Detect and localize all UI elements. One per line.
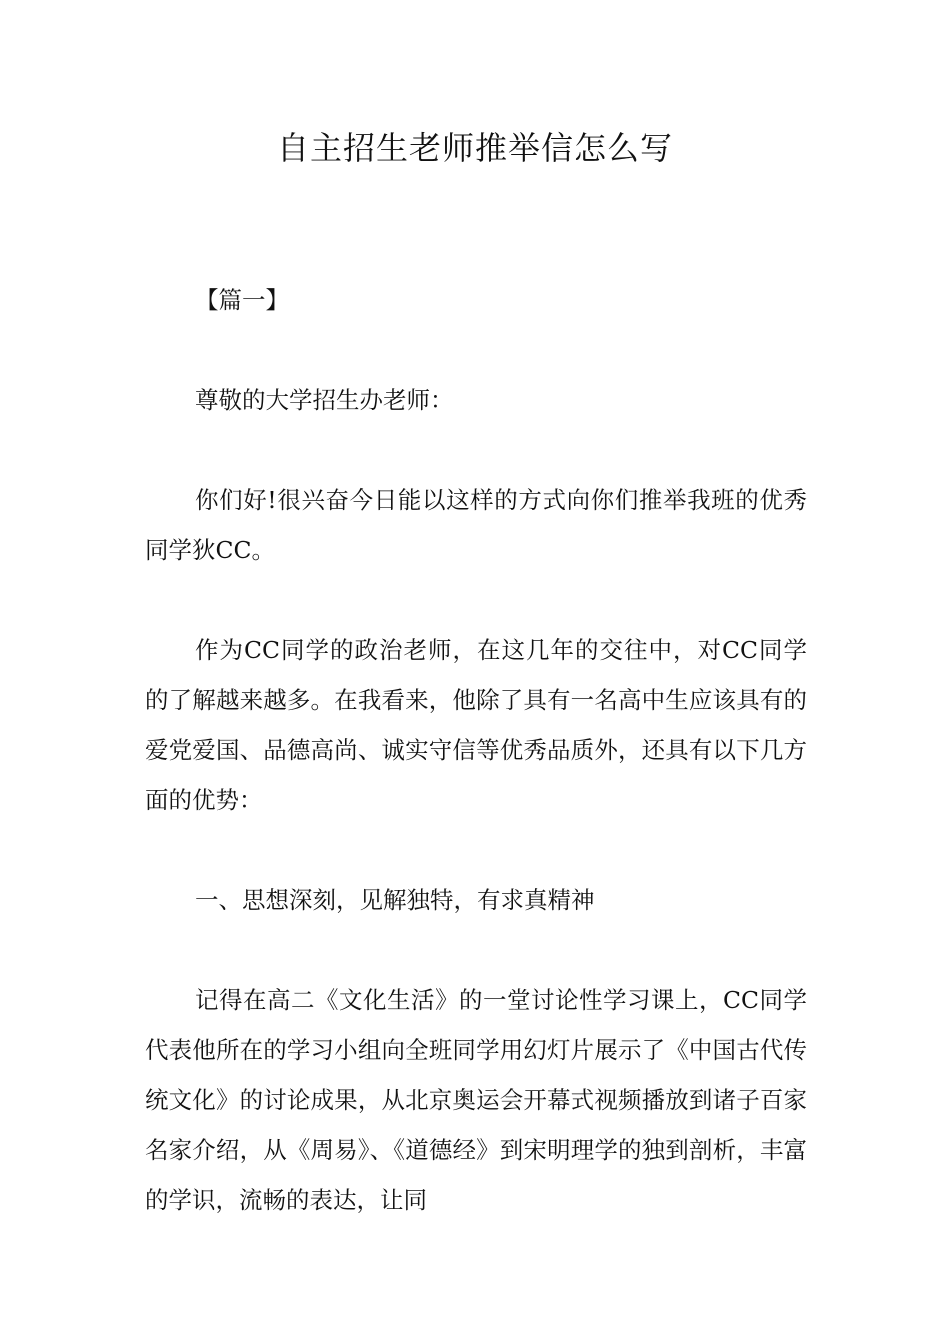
paragraph-spacer <box>145 825 807 875</box>
paragraph: 作为CC同学的政治老师，在这几年的交往中，对CC同学的了解越来越多。在我看来，他除了具有一名高中生应该具有的爱党爱国、品德高尚、诚实守信等优秀品质外，还具有以下几方面的优势： <box>145 636 807 814</box>
document-title: 自主招生老师推举信怎么写 <box>276 129 673 167</box>
paragraph: 记得在高二《文化生活》的一堂讨论性学习课上，CC同学代表他所在的学习小组向全班同学用幻灯片展示了《中国古代传统文化》的讨论成果，从北京奥运会开幕式视频播放到诸子百家名家介绍，从《周易》、《道德经》到宋明理学的独到剖析，丰富的学识，流畅的表达，让同 <box>145 986 807 1214</box>
paragraph-spacer <box>145 575 807 625</box>
section-heading: 【篇一】 <box>195 286 289 314</box>
document-body <box>145 275 807 1225</box>
paragraph-spacer <box>145 925 807 975</box>
paragraph-spacer <box>145 425 807 475</box>
paragraph: 你们好!很兴奋今日能以这样的方式向你们推举我班的优秀同学狄CC。 <box>145 486 807 564</box>
salutation: 尊敬的大学招生办老师： <box>195 386 454 414</box>
subheading: 一、思想深刻，见解独特，有求真精神 <box>195 886 595 914</box>
paragraph-spacer <box>145 325 807 375</box>
